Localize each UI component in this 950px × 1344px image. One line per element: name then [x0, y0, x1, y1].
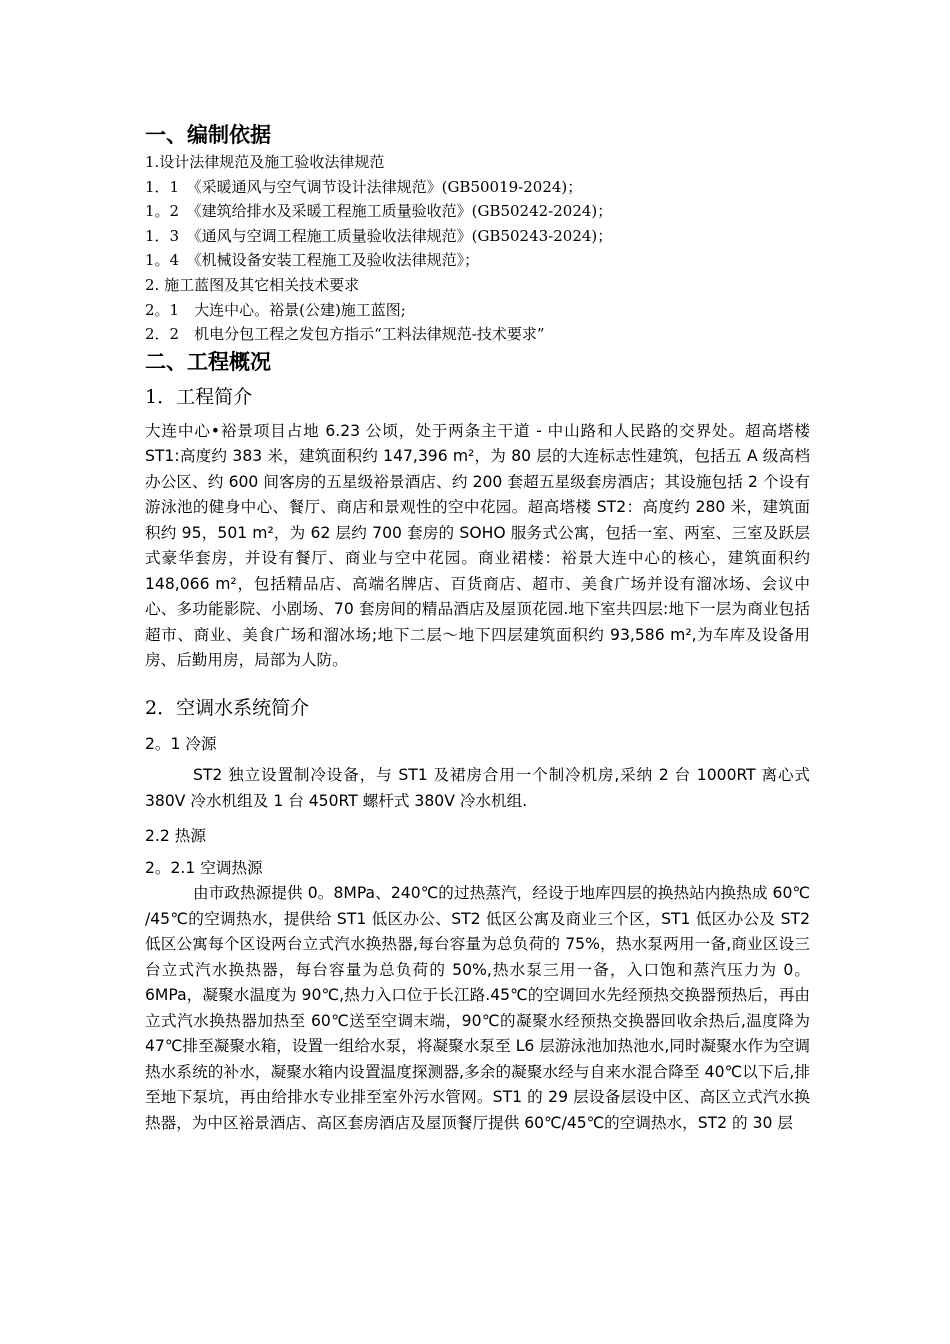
subheading-heat-source: 2.2 热源: [145, 827, 206, 846]
basis-item: 2. 施工蓝图及其它相关技术要求: [145, 275, 360, 294]
basis-item: 1。2 《建筑给排水及采暖工程施工质量验收范》(GB50242-2024)；: [145, 202, 613, 221]
paragraph-cold-source: ST2 独立设置制冷设备，与 ST1 及裙房合用一个制冷机房,采纳 2 台 1000RT 离心式 380V 冷水机组及 1 台 450RT 螺杆式 380V 冷水机组.: [145, 766, 810, 810]
document-body: [145, 120, 810, 1136]
subheading-project-intro: 1．工程简介: [145, 385, 253, 408]
subheading-hvac-water: 2．空调水系统简介: [145, 696, 310, 719]
section-heading-overview: 二、工程概况: [145, 349, 271, 374]
basis-item: 1.设计法律规范及施工验收法律规范: [145, 153, 385, 171]
paragraph-project-intro: 大连中心•裕景项目占地 6.23 公顷，处于两条主干道 - 中山路和人民路的交界处。超高塔楼 ST1:高度约 383 米，建筑面积约 147,396 m²，为 80 层的大连标志性建筑，包括五 A 级高档办公区、约 600 间客房的五星级裕景酒店、约 200 套超五星级套房酒店；其设施包括 2 个设有游泳池的健身中心、餐厅、商店和景观性的空中花园。超高塔楼 ST2：高度约 280 米，建筑面积约 95，501 m²，为 62 层约 700 套房的 SOHO 服务式公寓，包括一室、两室、三室及跃层式豪华套房，并设有餐厅、商业与空中花园。商业裙楼：裕景大连中心的核心，建筑面积约 148,066 m²，包括精品店、高端名牌店、百货商店、超市、美食广场并设有溜冰场、会议中心、多功能影院、小剧场、70 套房间的精品酒店及屋顶花园.地下室共四层:地下一层为商业包括超市、商业、美食广场和溜冰场;地下二层～地下四层建筑面积约 93,586 m²,为车库及设备用房、后勤用房，局部为人防。: [145, 421, 810, 670]
basis-item: 2。1 大连中心。裕景(公建)施工蓝图;: [145, 300, 406, 319]
basis-item: 2．2 机电分包工程之发包方指示“工料法律规范-技术要求”: [145, 325, 545, 344]
paragraph-hvac-heat-source: 由市政热源提供 0。8MPa、240℃的过热蒸汽，经设于地库四层的换热站内换热成 60℃ /45℃的空调热水，提供给 ST1 低区办公、ST2 低区公寓及商业三个区，ST1 低区办公及 ST2 低区公寓每个区设两台立式汽水换热器,每台容量为总负荷的 75%，热水泵两用一备,商业区设三台立式汽水换热器，每台容量为总负荷的 50%,热水泵三用一备，入口饱和蒸汽压力为 0。6MPa，凝聚水温度为 90℃,热力入口位于长江路.45℃的空调回水先经预热交换器预热后，再由立式汽水换热器加热至 60℃送至空调末端，90℃的凝聚水经预热交换器回收余热后,温度降为 47℃排至凝聚水箱，设置一组给水泵，将凝聚水泵至 L6 层游泳池加热池水,同时凝聚水作为空调热水系统的补水，凝聚水箱内设置温度探测器,多余的凝聚水经与自来水混合降至 40℃以下后,排至地下泵坑，再由给排水专业排至室外污水管网。ST1 的 29 层设备层设中区、高区立式汽水换热器，为中区裕景酒店、高区套房酒店及屋顶餐厅提供 60℃/45℃的空调热水，ST2 的 30 层: [145, 884, 810, 1132]
section-heading-basis: 一、编制依据: [145, 123, 271, 147]
basis-item: 1。4 《机械设备安装工程施工及验收法律规范》；: [145, 251, 480, 270]
basis-item: 1．1 《采暖通风与空气调节设计法律规范》(GB50019-2024)；: [145, 177, 583, 196]
subheading-cold-source: 2。1 冷源: [145, 734, 217, 753]
subheading-hvac-heat-source: 2。2.1 空调热源: [145, 858, 263, 877]
basis-item: 1．3 《通风与空调工程施工质量验收法律规范》(GB50243-2024)；: [145, 226, 613, 245]
